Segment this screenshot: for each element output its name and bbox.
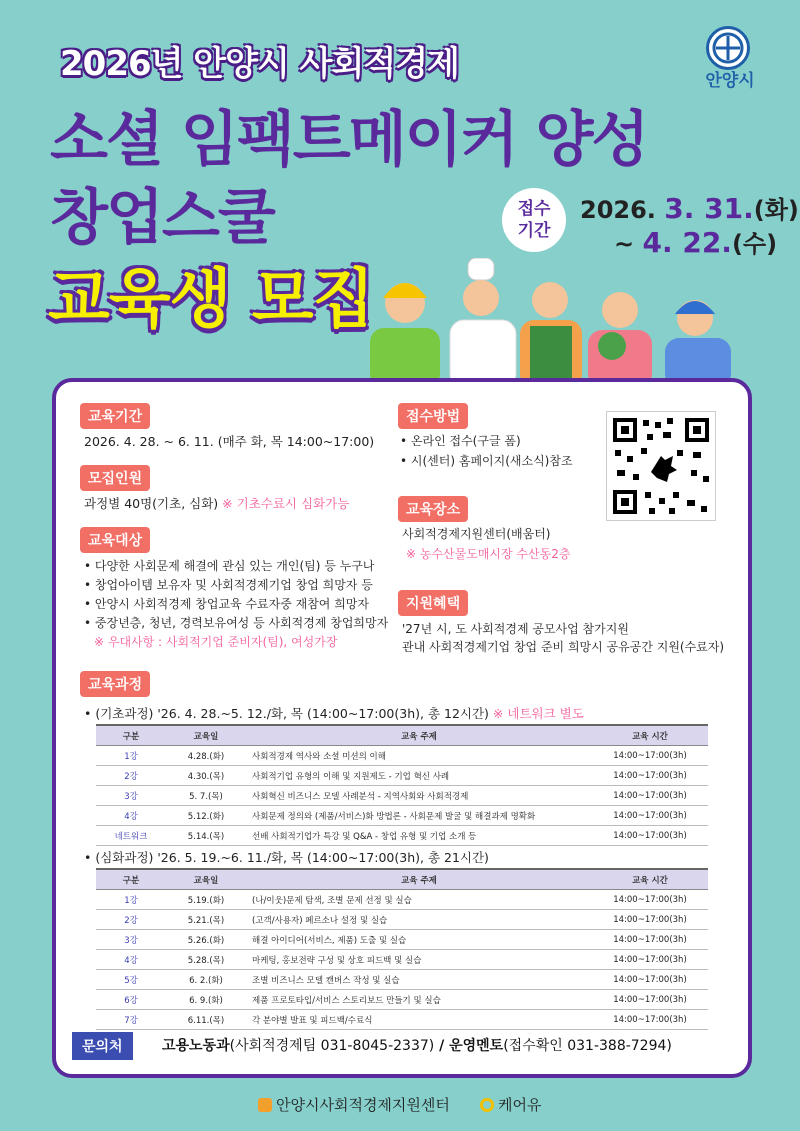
advanced-table-cell: 각 분야별 발표 및 피드백/수료식	[246, 1010, 592, 1030]
benefit-title: 지원혜택	[398, 590, 468, 616]
place-note: ※ 농수산물도매시장 수산동2층	[406, 547, 571, 561]
basic-table-cell: 5.12.(화)	[166, 806, 246, 826]
contact-sep: /	[434, 1038, 450, 1054]
basic-col-header: 교육 주제	[246, 725, 592, 746]
advanced-col-header: 교육 시간	[592, 869, 708, 890]
place-title: 교육장소	[398, 496, 468, 522]
advanced-table-cell: 14:00~17:00(3h)	[592, 970, 708, 990]
qr-code[interactable]	[606, 411, 716, 521]
basic-table-cell: 4.30.(목)	[166, 766, 246, 786]
basic-table-row	[96, 766, 708, 786]
basic-heading-text: • (기초과정) '26. 4. 28.~5. 12./화, 목 (14:00~17:00(3h), 총 12시간)	[84, 706, 489, 721]
logo-text: 안양시	[705, 71, 755, 91]
target-note: ※ 우대사항 : 사회적기업 준비자(팀), 여성가장	[94, 635, 338, 649]
basic-table-row	[96, 806, 708, 826]
period-start-day: (화)	[753, 196, 799, 224]
advanced-table-cell: 14:00~17:00(3h)	[592, 1010, 708, 1030]
advanced-col-header: 구분	[96, 869, 166, 890]
advanced-table-cell: 6. 9.(화)	[166, 990, 246, 1010]
advanced-table-row	[96, 950, 708, 970]
org2-logo-icon	[480, 1098, 494, 1112]
advanced-table-row	[96, 910, 708, 930]
target-item: • 중장년층, 청년, 경력보유여성 등 사회적경제 창업희망자	[84, 616, 389, 630]
edu-period-title: 교육기간	[80, 403, 150, 429]
contact-dept1-detail: (사회적경제팀 031-8045-2337)	[229, 1038, 435, 1054]
advanced-table-cell: 3강	[96, 930, 166, 950]
basic-table-cell: 선배 사회적기업가 특강 및 Q&A - 창업 유형 및 기업 소개 등	[246, 826, 592, 846]
advanced-table-cell: 제품 프로토타입/서비스 스토리보드 만들기 및 실습	[246, 990, 592, 1010]
footer-org1-text: 안양시사회적경제지원센터	[276, 1096, 450, 1114]
advanced-table-row	[96, 930, 708, 950]
footer-org2	[480, 1094, 541, 1115]
basic-table-row	[96, 826, 708, 846]
basic-table-cell: 사회적기업 유형의 이해 및 지원제도 - 기업 혁신 사례	[246, 766, 592, 786]
basic-table-cell: 1강	[96, 746, 166, 766]
title-line-3: 교육생 모집	[48, 263, 374, 337]
contact-dept2-detail: (접수확인 031-388-7294)	[503, 1038, 672, 1054]
basic-table-cell: 5.14.(목)	[166, 826, 246, 846]
advanced-table-row	[96, 990, 708, 1010]
basic-table-cell: 4강	[96, 806, 166, 826]
target-item: • 다양한 사회문제 해결에 관심 있는 개인(팀) 등 누구나	[84, 559, 375, 573]
advanced-table-cell: 2강	[96, 910, 166, 930]
basic-table-cell: 3강	[96, 786, 166, 806]
advanced-table-cell: 5.28.(목)	[166, 950, 246, 970]
basic-table-cell: 14:00~17:00(3h)	[592, 786, 708, 806]
advanced-table-cell: 해결 아이디어(서비스, 제품) 도출 및 실습	[246, 930, 592, 950]
basic-note: ※ 네트워크 별도	[492, 706, 584, 721]
basic-table-cell: 사회혁신 비즈니스 모델 사례분석 - 지역사회와 사회적경제	[246, 786, 592, 806]
place-text: 사회적경제지원센터(배움터)	[402, 527, 551, 541]
contact-dept2: 운영멘토	[449, 1038, 504, 1054]
period-end-prefix: ~	[614, 230, 635, 258]
advanced-table-row	[96, 970, 708, 990]
basic-table-cell: 14:00~17:00(3h)	[592, 826, 708, 846]
advanced-table-cell: 5강	[96, 970, 166, 990]
recruit-count: 과정별 40명(기초, 심화)	[84, 496, 219, 511]
basic-table-cell: 4.28.(화)	[166, 746, 246, 766]
title-line-1: 소셜 임팩트메이커 양성	[50, 105, 648, 175]
basic-table-row	[96, 746, 708, 766]
footer-org1	[258, 1094, 450, 1115]
edu-period-text: 2026. 4. 28. ~ 6. 11. (매주 화, 목 14:00~17:00)	[84, 434, 375, 449]
advanced-table-cell: 6. 2.(화)	[166, 970, 246, 990]
basic-table-cell: 5. 7.(목)	[166, 786, 246, 806]
basic-table-cell: 14:00~17:00(3h)	[592, 766, 708, 786]
advanced-table-row	[96, 890, 708, 910]
contact-dept1: 고용노동과	[162, 1038, 230, 1054]
basic-table-cell: 사회문제 정의와 (제품/서비스)화 방법론 - 사회문제 발굴 및 해결과제 명확화	[246, 806, 592, 826]
year-title: 2026년 안양시 사회적경제	[60, 44, 459, 84]
advanced-table-cell: 14:00~17:00(3h)	[592, 930, 708, 950]
basic-table-cell: 14:00~17:00(3h)	[592, 806, 708, 826]
period-start-prefix: 2026.	[580, 196, 656, 224]
benefit-item: 관내 사회적경제기업 창업 준비 희망시 공유공간 지원(수료자)	[402, 640, 725, 654]
basic-col-header: 교육 시간	[592, 725, 708, 746]
basic-course-table	[96, 724, 708, 846]
target-title: 교육대상	[80, 527, 150, 553]
apply-title: 접수방법	[398, 403, 468, 429]
period-start	[580, 190, 799, 225]
basic-table-cell: 2강	[96, 766, 166, 786]
contact-label: 문의처	[72, 1032, 133, 1060]
advanced-table-cell: 4강	[96, 950, 166, 970]
worker-farmer	[520, 282, 582, 388]
advanced-table-row	[96, 1010, 708, 1030]
workers-illustration	[350, 258, 780, 388]
basic-table-cell: 네트워크	[96, 826, 166, 846]
advanced-table-cell: 6강	[96, 990, 166, 1010]
basic-heading	[84, 704, 584, 722]
advanced-table-cell: 5.21.(목)	[166, 910, 246, 930]
advanced-col-header: 교육일	[166, 869, 246, 890]
period-start-date: 3. 31.	[664, 192, 754, 225]
contact-info	[162, 1035, 672, 1055]
recruit-text	[84, 494, 349, 512]
advanced-table-cell: 14:00~17:00(3h)	[592, 890, 708, 910]
advanced-table-cell: (고객/사용자) 페르소나 설정 및 실습	[246, 910, 592, 930]
recruit-title: 모집인원	[80, 465, 150, 491]
course-title: 교육과정	[80, 671, 150, 697]
period-end-day: (수)	[731, 230, 778, 258]
basic-col-header: 구분	[96, 725, 166, 746]
anyang-logo-icon	[706, 26, 750, 70]
period-badge	[502, 188, 566, 252]
basic-table-cell: 사회적경제 역사와 소셜 미션의 이해	[246, 746, 592, 766]
worker-chef	[450, 258, 516, 388]
advanced-table-cell: 7강	[96, 1010, 166, 1030]
advanced-heading: • (심화과정) '26. 5. 19.~6. 11./화, 목 (14:00~17:00(3h), 총 21시간)	[84, 850, 489, 865]
title-line-2: 창업스쿨	[50, 183, 274, 253]
apply-item: • 온라인 접수(구글 폼)	[400, 434, 521, 448]
advanced-table-cell: 5.19.(화)	[166, 890, 246, 910]
basic-table-row	[96, 786, 708, 806]
qr-code-icon	[607, 412, 715, 520]
period-badge-line1: 접수	[517, 199, 551, 219]
worker-helmet	[370, 283, 440, 388]
target-item: • 창업아이템 보유자 및 사회적경제기업 창업 희망자 등	[84, 578, 373, 592]
basic-table-cell: 14:00~17:00(3h)	[592, 746, 708, 766]
benefit-item: '27년 시, 도 사회적경제 공모사업 참가지원	[402, 622, 629, 636]
advanced-course-table	[96, 868, 708, 1030]
apply-item: • 시(센터) 홈페이지(새소식)참조	[400, 454, 573, 468]
period-end	[614, 224, 777, 259]
period-badge-line2: 기간	[517, 221, 551, 241]
advanced-table-cell: 조별 비즈니스 모델 캔버스 작성 및 실습	[246, 970, 592, 990]
advanced-col-header: 교육 주제	[246, 869, 592, 890]
advanced-table-cell: 14:00~17:00(3h)	[592, 990, 708, 1010]
advanced-table-cell: 5.26.(화)	[166, 930, 246, 950]
org1-logo-icon	[258, 1098, 272, 1112]
worker-cap	[665, 300, 731, 388]
advanced-table-cell: 14:00~17:00(3h)	[592, 950, 708, 970]
worker-plant	[588, 292, 652, 388]
advanced-table-cell: 마케팅, 홍보전략 구성 및 상호 피드백 및 실습	[246, 950, 592, 970]
period-end-date: 4. 22.	[642, 226, 732, 259]
basic-col-header: 교육일	[166, 725, 246, 746]
target-item: • 안양시 사회적경제 창업교육 수료자중 재참여 희망자	[84, 597, 369, 611]
advanced-table-cell: (나/이웃)문제 탐색, 조별 문제 선정 및 실습	[246, 890, 592, 910]
advanced-table-cell: 6.11.(목)	[166, 1010, 246, 1030]
recruit-note: ※ 기초수료시 심화가능	[222, 496, 350, 511]
advanced-table-cell: 1강	[96, 890, 166, 910]
advanced-table-cell: 14:00~17:00(3h)	[592, 910, 708, 930]
footer-org2-text: 케어유	[498, 1096, 542, 1114]
